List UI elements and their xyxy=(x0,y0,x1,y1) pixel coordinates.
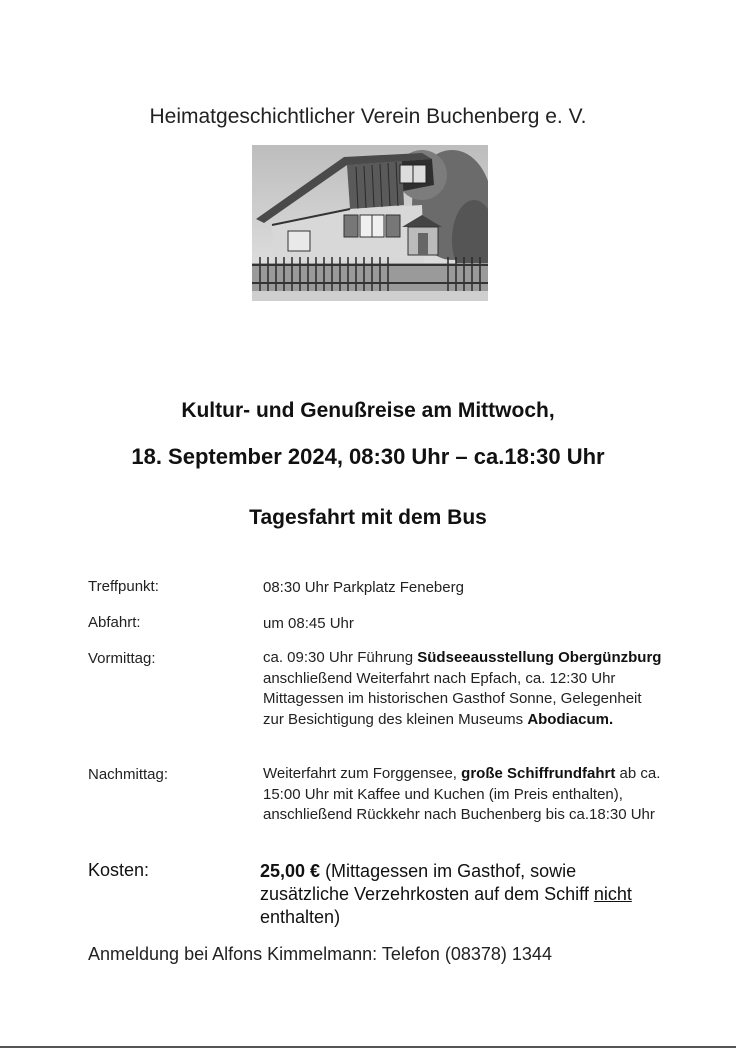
headline-subtitle: Tagesfahrt mit dem Bus xyxy=(249,506,487,529)
headline-date-time: 18. September 2024, 08:30 Uhr – ca.18:30 Uhr xyxy=(131,444,605,469)
nachmittag-label: Nachmittag: xyxy=(88,766,169,783)
nachmittag-bold-1: große Schiffrundfahrt xyxy=(461,765,616,782)
house-sketch-image xyxy=(252,145,488,301)
kosten-value xyxy=(260,860,660,929)
kosten-underlined-word: nicht xyxy=(593,884,632,904)
treffpunkt-value: 08:30 Uhr Parkplatz Feneberg xyxy=(263,579,464,596)
kosten-text-1: (Mittagessen im Gasthof, sowie zusätzliche Verzehrkosten auf dem Schiff xyxy=(260,861,594,904)
treffpunkt-label: Treffpunkt: xyxy=(88,578,159,595)
vormittag-value xyxy=(263,648,663,730)
vormittag-text-2: anschließend Weiterfahrt nach Epfach, ca. 12:30 Uhr Mittagessen im historischen Gasthof Sonne, Gelegenheit zur Besichtigung des kleinen Museums xyxy=(263,669,642,728)
registration-contact: Anmeldung bei Alfons Kimmelmann: Telefon (08378) 1344 xyxy=(88,944,552,964)
nachmittag-text-2: ab ca. 15:00 Uhr mit Kaffee und Kuchen (im Preis enthalten), anschließend Rückkehr nach Buchenberg bis ca.18:30 Uhr xyxy=(263,765,661,823)
abfahrt-value: um 08:45 Uhr xyxy=(263,615,354,632)
vormittag-text-1: ca. 09:30 Uhr Führung xyxy=(263,649,418,666)
vormittag-bold-1: Südseeausstellung Obergünzburg xyxy=(417,649,662,666)
nachmittag-value xyxy=(263,764,663,826)
kosten-text-2: enthalten) xyxy=(260,907,341,927)
headline-line-1: Kultur- und Genußreise am Mittwoch, xyxy=(181,399,555,422)
organization-name: Heimatgeschichtlicher Verein Buchenberg e. V. xyxy=(149,105,587,128)
vormittag-bold-2: Abodiacum. xyxy=(527,710,614,728)
kosten-label: Kosten: xyxy=(88,860,150,880)
bottom-divider xyxy=(0,1046,736,1048)
vormittag-label: Vormittag: xyxy=(88,650,156,667)
nachmittag-text-1: Weiterfahrt zum Forggensee, xyxy=(263,765,462,782)
kosten-price: 25,00 € xyxy=(260,861,321,881)
abfahrt-label: Abfahrt: xyxy=(88,614,141,631)
